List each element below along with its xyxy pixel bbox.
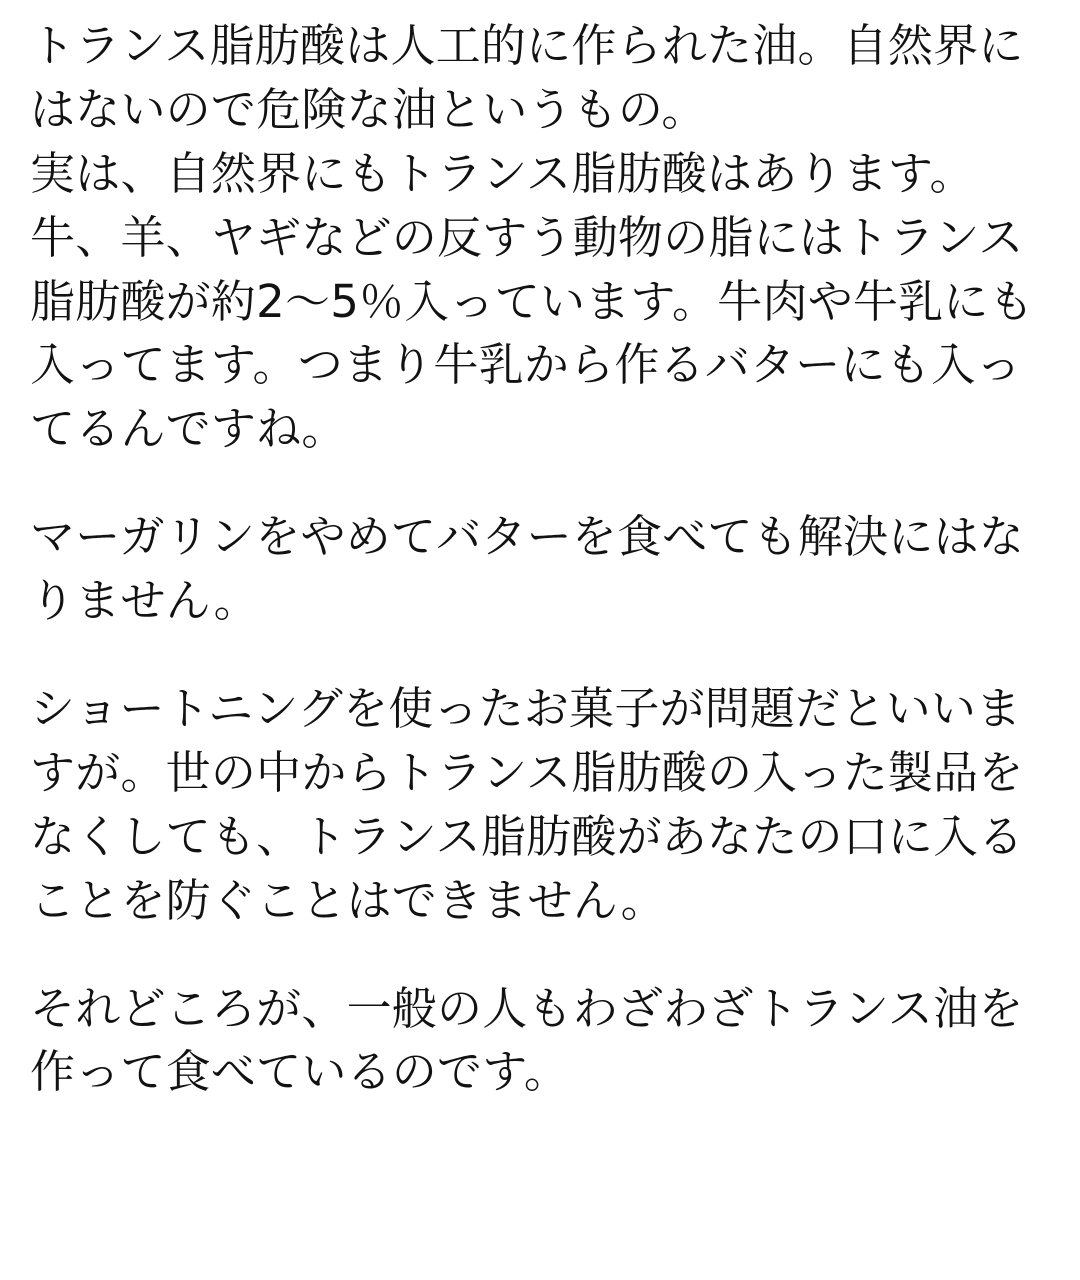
paragraph-2: 実は、自然界にもトランス脂肪酸はあります。牛、羊、ヤギなどの反すう動物の脂にはトランス脂肪酸が約2〜5％入っています。牛肉や牛乳にも入ってます。つまり牛乳から作るバターにも入ってるんですね。 — [30, 146, 1034, 456]
article-body — [30, 14, 1042, 1104]
paragraph-spacer — [30, 461, 1042, 505]
paragraph-3: マーガリンをやめてバターを食べても解決にはなりません。 — [30, 510, 1025, 628]
paragraph-spacer — [30, 933, 1042, 977]
paragraph-1: トランス脂肪酸は人工的に作られた油。自然界にはないので危険な油というもの。 — [30, 19, 1024, 136]
paragraph-spacer — [30, 633, 1042, 677]
paragraph-5: それどころが、一般の人もわざわざトランス油を作って食べているのです。 — [30, 981, 1024, 1099]
paragraph-4: ショートニングを使ったお菓子が問題だといいますが。世の中からトランス脂肪酸の入った製品をなくしても、トランス脂肪酸があなたの口に入ることを防ぐことはできません。 — [30, 682, 1024, 927]
